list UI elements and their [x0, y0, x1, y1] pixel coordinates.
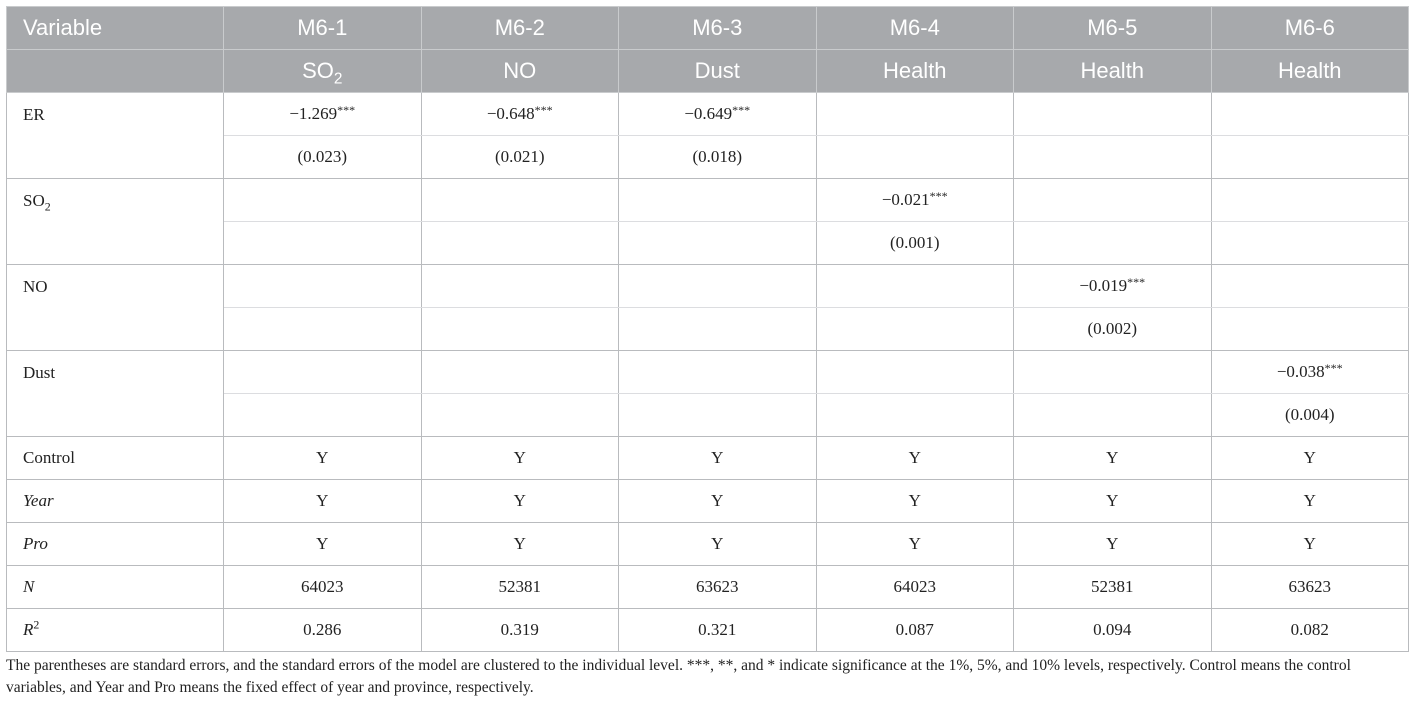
header-row-models [7, 7, 1409, 50]
coef-cell [1014, 351, 1212, 394]
se-cell [1211, 222, 1409, 265]
se-cell: (0.021) [421, 136, 619, 179]
se-cell: (0.018) [619, 136, 817, 179]
se-cell [421, 308, 619, 351]
r2-cell: 0.094 [1014, 609, 1212, 652]
coef-cell [1014, 93, 1212, 136]
dependent-label: SO [302, 58, 334, 83]
table-footnote: The parentheses are standard errors, and the standard errors of the model are clustered to the individual level. ***, **, and * indicate significance at the 1%, 5%, and 10% levels, respectively. Control means the control variables, and Year and Pro means the fixed effect of year and province, respectively. [6, 657, 1351, 696]
n-cell: 64023 [816, 566, 1014, 609]
n-cell: 63623 [1211, 566, 1409, 609]
se-cell [619, 222, 817, 265]
significance-stars: *** [929, 189, 948, 203]
coef-cell [816, 265, 1014, 308]
indicator-cell: Y [1014, 523, 1212, 566]
indicator-cell: Y [816, 437, 1014, 480]
indicator-cell: Y [1211, 523, 1409, 566]
row-label-r2 [7, 609, 224, 652]
indicator-cell: Y [1211, 437, 1409, 480]
row-label-dust: Dust [7, 351, 224, 437]
coef-cell [816, 351, 1014, 394]
coef-value: −1.269 [289, 104, 338, 123]
se-cell [224, 394, 422, 437]
coef-cell [1211, 265, 1409, 308]
coef-cell [1211, 179, 1409, 222]
dependent-header: Health [816, 50, 1014, 93]
row-label-text: R [23, 620, 34, 639]
se-cell [619, 394, 817, 437]
indicator-cell: Y [224, 437, 422, 480]
row-label-year: Year [7, 480, 224, 523]
dependent-header [224, 50, 422, 93]
dependent-header: Health [1211, 50, 1409, 93]
indicator-cell: Y [421, 437, 619, 480]
dependent-header: NO [421, 50, 619, 93]
variable-header-blank [7, 50, 224, 93]
se-cell: (0.002) [1014, 308, 1212, 351]
indicator-cell: Y [1211, 480, 1409, 523]
row-label-control: Control [7, 437, 224, 480]
model-header: M6-4 [816, 7, 1014, 50]
coef-cell [224, 351, 422, 394]
model-header: M6-1 [224, 7, 422, 50]
se-cell [1014, 222, 1212, 265]
se-cell [816, 136, 1014, 179]
dependent-header: Health [1014, 50, 1212, 93]
indicator-cell: Y [421, 523, 619, 566]
n-cell: 52381 [421, 566, 619, 609]
table-row-pro [7, 523, 1409, 566]
coef-cell [816, 179, 1014, 222]
coef-cell [1211, 351, 1409, 394]
coef-cell [619, 93, 817, 136]
coef-value: −0.021 [881, 190, 930, 209]
row-label-superscript: 2 [33, 617, 40, 632]
se-cell [619, 308, 817, 351]
indicator-cell: Y [224, 523, 422, 566]
table-row-no-coef [7, 265, 1409, 308]
row-label-text: SO [23, 191, 45, 210]
row-label-pro: Pro [7, 523, 224, 566]
significance-stars: *** [1127, 275, 1146, 289]
significance-stars: *** [534, 103, 553, 117]
row-label-no: NO [7, 265, 224, 351]
indicator-cell: Y [619, 437, 817, 480]
coef-cell [421, 93, 619, 136]
se-cell [1014, 136, 1212, 179]
indicator-cell: Y [224, 480, 422, 523]
coef-cell [619, 351, 817, 394]
indicator-cell: Y [619, 523, 817, 566]
se-cell [1014, 394, 1212, 437]
se-cell [816, 394, 1014, 437]
indicator-cell: Y [816, 523, 1014, 566]
header-row-dependents [7, 50, 1409, 93]
se-cell [224, 308, 422, 351]
dependent-subscript: 2 [333, 70, 343, 88]
indicator-cell: Y [619, 480, 817, 523]
table-row-r2 [7, 609, 1409, 652]
row-label-subscript: 2 [44, 199, 51, 214]
variable-header: Variable [7, 7, 224, 50]
row-label-so2 [7, 179, 224, 265]
se-cell [816, 308, 1014, 351]
coef-cell [1014, 265, 1212, 308]
coef-cell [224, 179, 422, 222]
coef-value: −0.648 [486, 104, 535, 123]
coef-cell [224, 93, 422, 136]
indicator-cell: Y [816, 480, 1014, 523]
regression-table [6, 6, 1409, 652]
model-header: M6-5 [1014, 7, 1212, 50]
se-cell [421, 394, 619, 437]
indicator-cell: Y [1014, 480, 1212, 523]
table-row-year [7, 480, 1409, 523]
coef-value: −0.038 [1276, 362, 1325, 381]
n-cell: 63623 [619, 566, 817, 609]
table-row-dust-coef [7, 351, 1409, 394]
r2-cell: 0.321 [619, 609, 817, 652]
r2-cell: 0.087 [816, 609, 1014, 652]
r2-cell: 0.082 [1211, 609, 1409, 652]
coef-cell [421, 179, 619, 222]
r2-cell: 0.286 [224, 609, 422, 652]
coef-cell [619, 265, 817, 308]
coef-cell [1211, 93, 1409, 136]
r2-cell: 0.319 [421, 609, 619, 652]
coef-cell [421, 351, 619, 394]
coef-cell [224, 265, 422, 308]
row-label-er: ER [7, 93, 224, 179]
se-cell [1211, 308, 1409, 351]
coef-value: −0.649 [684, 104, 733, 123]
table-row-er-coef [7, 93, 1409, 136]
coef-cell [816, 93, 1014, 136]
n-cell: 64023 [224, 566, 422, 609]
se-cell: (0.023) [224, 136, 422, 179]
model-header: M6-3 [619, 7, 817, 50]
table-row-control [7, 437, 1409, 480]
indicator-cell: Y [1014, 437, 1212, 480]
n-cell: 52381 [1014, 566, 1212, 609]
coef-cell [619, 179, 817, 222]
se-cell [224, 222, 422, 265]
coef-cell [421, 265, 619, 308]
se-cell: (0.001) [816, 222, 1014, 265]
se-cell [421, 222, 619, 265]
significance-stars: *** [732, 103, 751, 117]
coef-value: −0.019 [1079, 276, 1128, 295]
model-header: M6-6 [1211, 7, 1409, 50]
table-row-n [7, 566, 1409, 609]
significance-stars: *** [337, 103, 356, 117]
table-row-so2-coef [7, 179, 1409, 222]
dependent-header: Dust [619, 50, 817, 93]
se-cell: (0.004) [1211, 394, 1409, 437]
significance-stars: *** [1324, 361, 1343, 375]
se-cell [1211, 136, 1409, 179]
coef-cell [1014, 179, 1212, 222]
row-label-n: N [7, 566, 224, 609]
model-header: M6-2 [421, 7, 619, 50]
indicator-cell: Y [421, 480, 619, 523]
